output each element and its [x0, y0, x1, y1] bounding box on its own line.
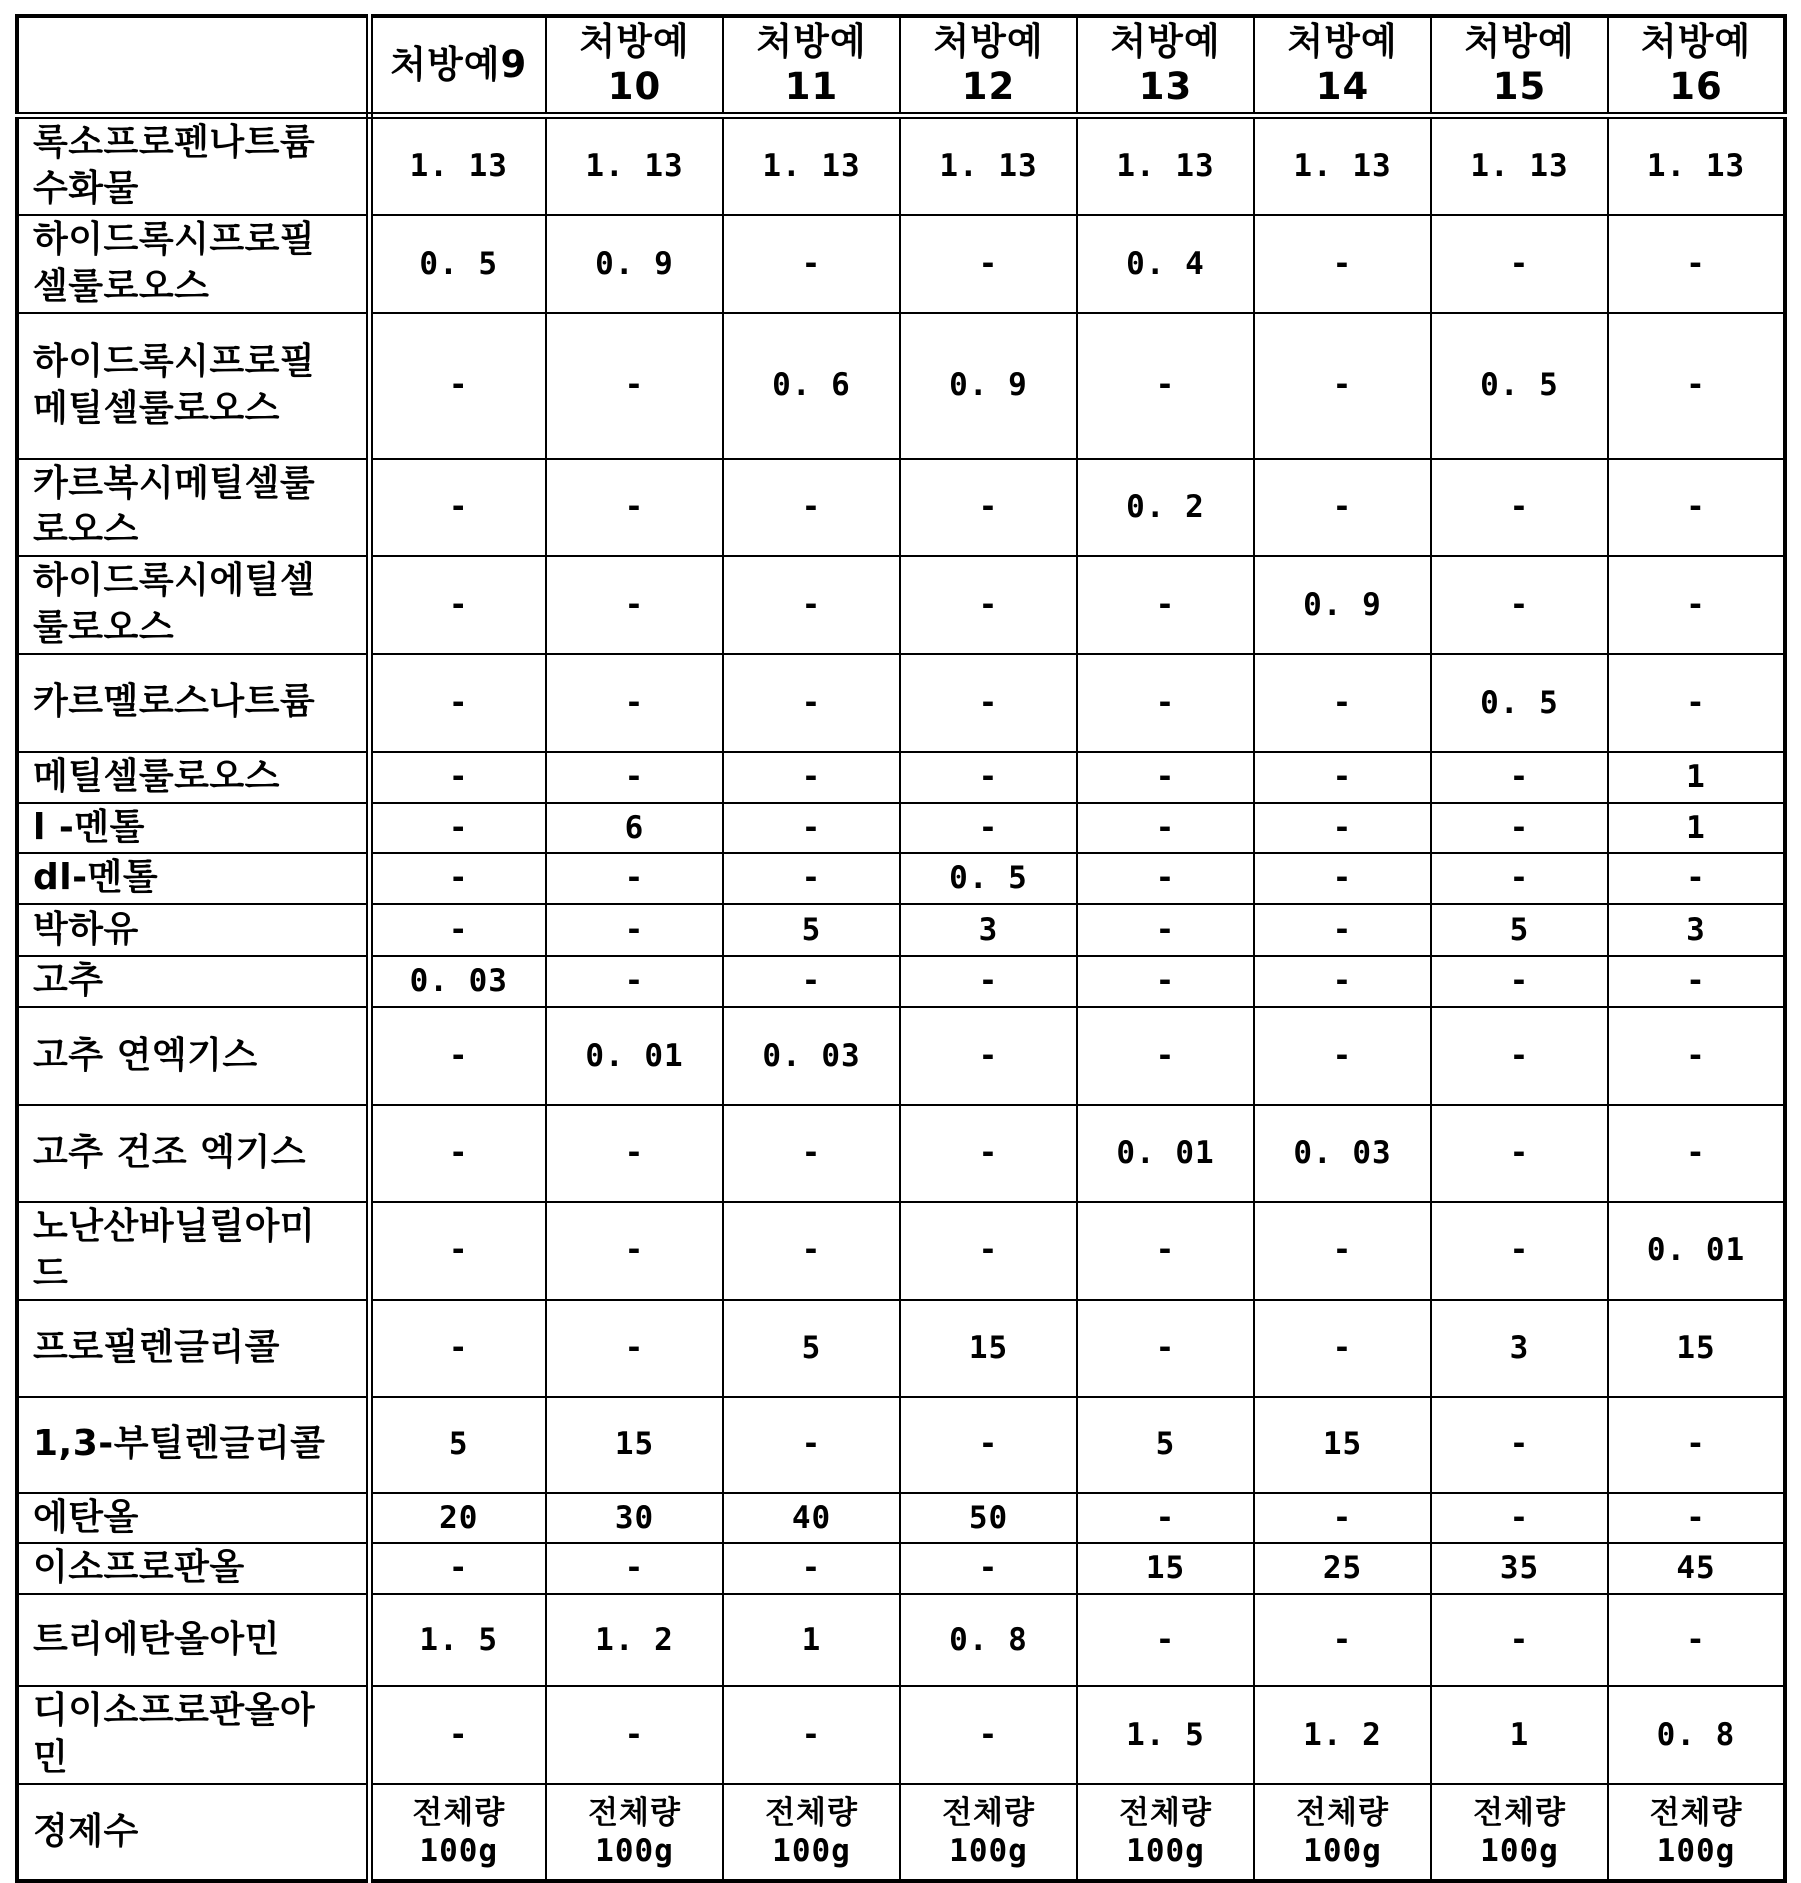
table-row	[17, 1543, 1785, 1594]
value-cell: -	[900, 1007, 1077, 1105]
value-cell: -	[369, 1686, 546, 1784]
value-cell: 전체량 100g	[723, 1784, 900, 1881]
value-cell: -	[723, 956, 900, 1007]
value-cell: 5	[1431, 904, 1608, 956]
row-label: 에탄올	[17, 1493, 369, 1544]
value-cell: 15	[546, 1397, 723, 1493]
table-row	[17, 313, 1785, 459]
value-cell: -	[723, 752, 900, 803]
row-label: 카르복시메틸셀룰 로오스	[17, 459, 369, 557]
value-cell: 0. 01	[1608, 1202, 1785, 1300]
corner-cell	[17, 16, 369, 115]
value-cell: -	[1077, 313, 1254, 459]
column-header-15: 처방예 15	[1431, 16, 1608, 115]
value-cell: -	[1254, 904, 1431, 956]
value-cell: -	[723, 556, 900, 654]
value-cell: 0. 03	[1254, 1105, 1431, 1202]
value-cell: -	[1254, 654, 1431, 752]
value-cell: -	[900, 1105, 1077, 1202]
value-cell: -	[369, 803, 546, 854]
value-cell: 0. 8	[1608, 1686, 1785, 1784]
value-cell: -	[369, 1543, 546, 1594]
value-cell: 전체량 100g	[1254, 1784, 1431, 1881]
table-row	[17, 1007, 1785, 1105]
value-cell: -	[1254, 956, 1431, 1007]
value-cell: -	[546, 752, 723, 803]
table-row	[17, 115, 1785, 215]
value-cell: 30	[546, 1493, 723, 1544]
value-cell: 전체량 100g	[1431, 1784, 1608, 1881]
value-cell: -	[723, 654, 900, 752]
value-cell: -	[1431, 556, 1608, 654]
value-cell: -	[900, 1397, 1077, 1493]
value-cell: -	[1608, 556, 1785, 654]
column-header-9: 처방예9	[369, 16, 546, 115]
row-label: 이소프로판올	[17, 1543, 369, 1594]
value-cell: 전체량 100g	[546, 1784, 723, 1881]
row-label: 정제수	[17, 1784, 369, 1881]
row-label: 고추	[17, 956, 369, 1007]
value-cell: 5	[1077, 1397, 1254, 1493]
value-cell: -	[1431, 1007, 1608, 1105]
column-header-12: 처방예 12	[900, 16, 1077, 115]
value-cell: -	[1077, 1493, 1254, 1544]
value-cell: 3	[1608, 904, 1785, 956]
value-cell: -	[723, 215, 900, 313]
value-cell: 5	[723, 1300, 900, 1397]
value-cell: 1. 13	[1254, 115, 1431, 215]
value-cell: -	[369, 556, 546, 654]
value-cell: -	[369, 904, 546, 956]
value-cell: -	[1254, 1300, 1431, 1397]
value-cell: 전체량 100g	[900, 1784, 1077, 1881]
value-cell: -	[1077, 1202, 1254, 1300]
value-cell: -	[900, 803, 1077, 854]
value-cell: 1. 13	[1431, 115, 1608, 215]
row-label: 1,3-부틸렌글리콜	[17, 1397, 369, 1493]
value-cell: -	[1431, 1105, 1608, 1202]
value-cell: 0. 8	[900, 1594, 1077, 1686]
value-cell: -	[1431, 752, 1608, 803]
value-cell: 1. 13	[723, 115, 900, 215]
value-cell: 3	[1431, 1300, 1608, 1397]
value-cell: 1. 13	[1608, 115, 1785, 215]
row-label: 고추 연엑기스	[17, 1007, 369, 1105]
header-row	[17, 16, 1785, 115]
value-cell: 0. 01	[1077, 1105, 1254, 1202]
row-label: 고추 건조 엑기스	[17, 1105, 369, 1202]
value-cell: 전체량 100g	[1608, 1784, 1785, 1881]
value-cell: -	[1254, 313, 1431, 459]
table-row	[17, 803, 1785, 854]
value-cell: -	[900, 1543, 1077, 1594]
value-cell: 5	[369, 1397, 546, 1493]
value-cell: -	[723, 1202, 900, 1300]
value-cell: -	[546, 556, 723, 654]
value-cell: 1. 5	[369, 1594, 546, 1686]
value-cell: -	[1077, 1594, 1254, 1686]
table-row	[17, 1300, 1785, 1397]
row-label: 노난산바닐릴아미 드	[17, 1202, 369, 1300]
column-header-13: 처방예 13	[1077, 16, 1254, 115]
row-label: 록소프로펜나트륨 수화물	[17, 115, 369, 215]
value-cell: 0. 5	[900, 853, 1077, 904]
value-cell: 15	[900, 1300, 1077, 1397]
value-cell: -	[546, 1686, 723, 1784]
row-label: 박하유	[17, 904, 369, 956]
value-cell: -	[1608, 1594, 1785, 1686]
value-cell: 0. 9	[1254, 556, 1431, 654]
value-cell: -	[369, 654, 546, 752]
row-label: dl-멘톨	[17, 853, 369, 904]
value-cell: 1. 5	[1077, 1686, 1254, 1784]
column-header-14: 처방예 14	[1254, 16, 1431, 115]
row-label: 프로필렌글리콜	[17, 1300, 369, 1397]
value-cell: 0. 03	[723, 1007, 900, 1105]
value-cell: -	[546, 459, 723, 557]
value-cell: 0. 9	[900, 313, 1077, 459]
value-cell: 1. 13	[546, 115, 723, 215]
value-cell: -	[369, 1300, 546, 1397]
value-cell: -	[1431, 1594, 1608, 1686]
value-cell: -	[1077, 853, 1254, 904]
value-cell: -	[723, 1397, 900, 1493]
value-cell: -	[900, 1686, 1077, 1784]
row-label: 카르멜로스나트륨	[17, 654, 369, 752]
row-label: l -멘톨	[17, 803, 369, 854]
column-header-11: 처방예 11	[723, 16, 900, 115]
table-row	[17, 1202, 1785, 1300]
value-cell: -	[1254, 1493, 1431, 1544]
value-cell: 45	[1608, 1543, 1785, 1594]
value-cell: -	[546, 853, 723, 904]
value-cell: -	[1254, 459, 1431, 557]
value-cell: 50	[900, 1493, 1077, 1544]
value-cell: 1. 2	[1254, 1686, 1431, 1784]
value-cell: 3	[900, 904, 1077, 956]
value-cell: -	[1077, 956, 1254, 1007]
value-cell: 0. 4	[1077, 215, 1254, 313]
table-row	[17, 459, 1785, 557]
value-cell: -	[723, 853, 900, 904]
value-cell: -	[546, 1543, 723, 1594]
value-cell: 0. 01	[546, 1007, 723, 1105]
value-cell: 15	[1077, 1543, 1254, 1594]
value-cell: -	[900, 1202, 1077, 1300]
value-cell: 1	[723, 1594, 900, 1686]
value-cell: -	[1431, 803, 1608, 854]
value-cell: -	[1077, 654, 1254, 752]
row-label: 하이드록시프로필 메틸셀룰로오스	[17, 313, 369, 459]
value-cell: 0. 9	[546, 215, 723, 313]
value-cell: -	[369, 1007, 546, 1105]
value-cell: 15	[1608, 1300, 1785, 1397]
value-cell: -	[1254, 1202, 1431, 1300]
value-cell: -	[900, 556, 1077, 654]
table-row	[17, 1594, 1785, 1686]
value-cell: -	[1077, 1007, 1254, 1105]
value-cell: -	[1431, 1202, 1608, 1300]
value-cell: 0. 2	[1077, 459, 1254, 557]
value-cell: -	[900, 459, 1077, 557]
value-cell: 15	[1254, 1397, 1431, 1493]
value-cell: 0. 6	[723, 313, 900, 459]
table-row	[17, 215, 1785, 313]
value-cell: -	[1608, 215, 1785, 313]
value-cell: -	[1608, 1397, 1785, 1493]
value-cell: -	[900, 654, 1077, 752]
value-cell: -	[900, 752, 1077, 803]
value-cell: -	[723, 1543, 900, 1594]
value-cell: -	[369, 752, 546, 803]
value-cell: -	[1254, 853, 1431, 904]
value-cell: -	[1608, 853, 1785, 904]
value-cell: -	[1431, 853, 1608, 904]
value-cell: 35	[1431, 1543, 1608, 1594]
table-row	[17, 956, 1785, 1007]
value-cell: 전체량 100g	[369, 1784, 546, 1881]
row-label: 메틸셀룰로오스	[17, 752, 369, 803]
value-cell: -	[1077, 904, 1254, 956]
value-cell: 20	[369, 1493, 546, 1544]
value-cell: -	[1608, 1493, 1785, 1544]
value-cell: 1	[1431, 1686, 1608, 1784]
value-cell: -	[1608, 1105, 1785, 1202]
value-cell: -	[1431, 215, 1608, 313]
value-cell: -	[1077, 556, 1254, 654]
value-cell: 1. 2	[546, 1594, 723, 1686]
value-cell: -	[723, 1686, 900, 1784]
table-row	[17, 1397, 1785, 1493]
value-cell: -	[369, 1105, 546, 1202]
value-cell: 25	[1254, 1543, 1431, 1594]
value-cell: -	[723, 803, 900, 854]
value-cell: -	[1254, 752, 1431, 803]
value-cell: 전체량 100g	[1077, 1784, 1254, 1881]
value-cell: -	[546, 904, 723, 956]
value-cell: 0. 5	[1431, 313, 1608, 459]
table-row	[17, 1784, 1785, 1881]
value-cell: -	[1077, 1300, 1254, 1397]
column-header-10: 처방예 10	[546, 16, 723, 115]
table-row	[17, 1686, 1785, 1784]
row-label: 트리에탄올아민	[17, 1594, 369, 1686]
table-row	[17, 853, 1785, 904]
value-cell: -	[1254, 1594, 1431, 1686]
value-cell: -	[369, 459, 546, 557]
value-cell: -	[1077, 803, 1254, 854]
value-cell: -	[1431, 1493, 1608, 1544]
value-cell: -	[1254, 215, 1431, 313]
value-cell: -	[546, 1300, 723, 1397]
row-label: 하이드록시프로필 셀룰로오스	[17, 215, 369, 313]
table-row	[17, 1493, 1785, 1544]
value-cell: -	[369, 313, 546, 459]
value-cell: 1. 13	[369, 115, 546, 215]
table-row	[17, 904, 1785, 956]
value-cell: 6	[546, 803, 723, 854]
value-cell: -	[546, 956, 723, 1007]
value-cell: 0. 5	[1431, 654, 1608, 752]
value-cell: -	[1431, 956, 1608, 1007]
value-cell: -	[1431, 459, 1608, 557]
value-cell: -	[546, 313, 723, 459]
value-cell: -	[723, 1105, 900, 1202]
value-cell: 40	[723, 1493, 900, 1544]
table-row	[17, 1105, 1785, 1202]
value-cell: -	[1608, 459, 1785, 557]
value-cell: -	[546, 1105, 723, 1202]
value-cell: -	[1608, 956, 1785, 1007]
value-cell: -	[723, 459, 900, 557]
row-label: 하이드록시에틸셀 룰로오스	[17, 556, 369, 654]
value-cell: -	[1608, 1007, 1785, 1105]
value-cell: 5	[723, 904, 900, 956]
value-cell: -	[900, 956, 1077, 1007]
value-cell: -	[900, 215, 1077, 313]
formulation-table	[15, 14, 1787, 1883]
value-cell: 1	[1608, 803, 1785, 854]
value-cell: -	[1431, 1397, 1608, 1493]
table-row	[17, 654, 1785, 752]
value-cell: -	[1254, 1007, 1431, 1105]
column-header-16: 처방예 16	[1608, 16, 1785, 115]
value-cell: -	[1608, 313, 1785, 459]
value-cell: -	[1077, 752, 1254, 803]
value-cell: -	[369, 853, 546, 904]
value-cell: -	[546, 654, 723, 752]
value-cell: -	[546, 1202, 723, 1300]
value-cell: 0. 03	[369, 956, 546, 1007]
table-row	[17, 556, 1785, 654]
value-cell: 1. 13	[1077, 115, 1254, 215]
table-row	[17, 752, 1785, 803]
value-cell: 1	[1608, 752, 1785, 803]
value-cell: 1. 13	[900, 115, 1077, 215]
value-cell: -	[369, 1202, 546, 1300]
value-cell: 0. 5	[369, 215, 546, 313]
value-cell: -	[1608, 654, 1785, 752]
row-label: 디이소프로판올아 민	[17, 1686, 369, 1784]
value-cell: -	[1254, 803, 1431, 854]
